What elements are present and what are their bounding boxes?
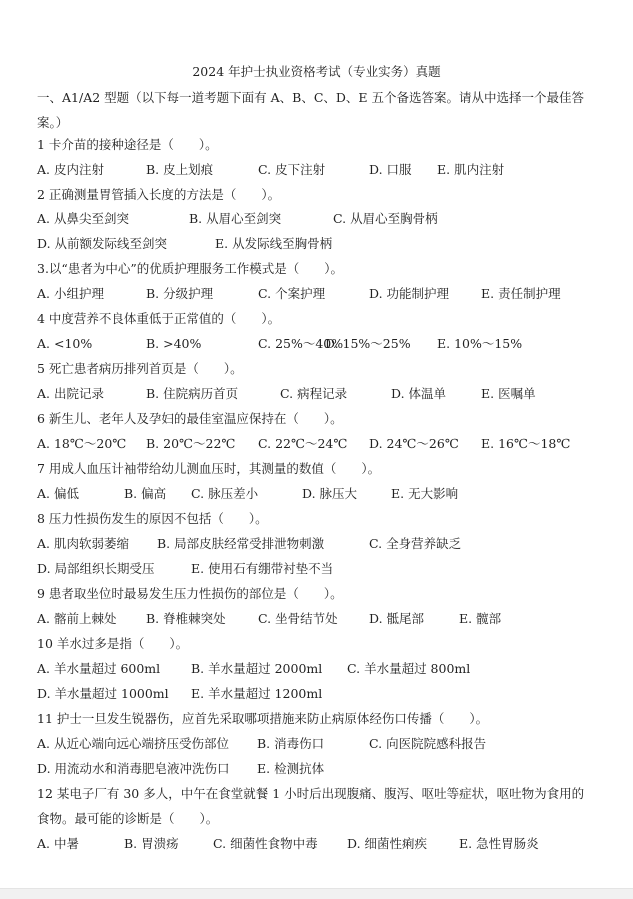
question-6-option-b: B. 20℃～22℃ bbox=[146, 436, 236, 451]
question-10-option-b: B. 羊水量超过 2000ml bbox=[191, 661, 323, 676]
question-3-option-d: D. 功能制护理 bbox=[369, 286, 450, 301]
section-header-line-2: 案。） bbox=[37, 115, 69, 130]
question-5-option-d: D. 体温单 bbox=[391, 386, 447, 401]
question-5-stem: 5 死亡患者病历排列首页是（ ）。 bbox=[37, 361, 243, 376]
question-9-stem: 9 患者取坐位时最易发生压力性损伤的部位是（ ）。 bbox=[37, 586, 343, 601]
question-9-option-a: A. 髂前上棘处 bbox=[37, 611, 117, 626]
question-8-option-c: C. 全身营养缺乏 bbox=[369, 536, 462, 551]
question-1-option-b: B. 皮上划痕 bbox=[146, 162, 214, 177]
question-10-stem: 10 羊水过多是指（ ）。 bbox=[37, 636, 189, 651]
question-1-option-e: E. 肌内注射 bbox=[437, 162, 505, 177]
question-2-option-a: A. 从鼻尖至剑突 bbox=[37, 211, 129, 226]
question-12-option-e: E. 急性胃肠炎 bbox=[459, 836, 539, 851]
question-3-option-b: B. 分级护理 bbox=[146, 286, 214, 301]
question-2-option-c: C. 从眉心至胸骨柄 bbox=[333, 211, 438, 226]
question-9-option-d: D. 骶尾部 bbox=[369, 611, 425, 626]
question-12-option-b: B. 胃溃疡 bbox=[124, 836, 179, 851]
question-11-option-b: B. 消毒伤口 bbox=[257, 736, 325, 751]
question-2-option-e: E. 从发际线至胸骨柄 bbox=[215, 236, 333, 251]
question-11-stem: 11 护士一旦发生锐器伤，应首先采取哪项措施来防止病原体经伤口传播（ ）。 bbox=[37, 711, 489, 726]
question-3-option-c: C. 个案护理 bbox=[258, 286, 326, 301]
question-3-option-a: A. 小组护理 bbox=[37, 286, 104, 301]
question-8-option-a: A. 肌肉软弱萎缩 bbox=[37, 536, 129, 551]
question-6-option-e: E. 16℃～18℃ bbox=[481, 436, 571, 451]
question-10-option-c: C. 羊水量超过 800ml bbox=[347, 661, 471, 676]
question-2-option-d: D. 从前额发际线至剑突 bbox=[37, 236, 168, 251]
question-9-option-b: B. 脊椎棘突处 bbox=[146, 611, 226, 626]
question-2-option-b: B. 从眉心至剑突 bbox=[189, 211, 282, 226]
question-2-stem: 2 正确测量胃管插入长度的方法是（ ）。 bbox=[37, 187, 281, 202]
question-9-option-c: C. 坐骨结节处 bbox=[258, 611, 338, 626]
question-7-stem: 7 用成人血压计袖带给幼儿测血压时，其测量的数值（ ）。 bbox=[37, 461, 381, 476]
question-4-option-c: C. 25%～40% bbox=[258, 336, 344, 351]
question-7-option-c: C. 脉压差小 bbox=[191, 486, 259, 501]
question-7-option-a: A. 偏低 bbox=[37, 486, 79, 501]
section-header-line-1: 一、A1/A2 型题（以下每一道考题下面有 A、B、C、D、E 五个备选答案。请从中选择一个最佳答 bbox=[37, 90, 585, 105]
question-5-option-b: B. 住院病历首页 bbox=[146, 386, 239, 401]
question-7-option-d: D. 脉压大 bbox=[302, 486, 358, 501]
question-7-option-b: B. 偏高 bbox=[124, 486, 167, 501]
question-4-option-e: E. 10%～15% bbox=[437, 336, 523, 351]
question-8-option-e: E. 使用石有绷带衬垫不当 bbox=[191, 561, 334, 576]
question-1-option-a: A. 皮内注射 bbox=[37, 162, 104, 177]
question-1-option-c: C. 皮下注射 bbox=[258, 162, 326, 177]
question-11-option-d: D. 用流动水和消毒肥皂液冲洗伤口 bbox=[37, 761, 230, 776]
question-8-option-b: B. 局部皮肤经常受排泄物刺激 bbox=[157, 536, 325, 551]
question-3-option-e: E. 责任制护理 bbox=[481, 286, 561, 301]
question-7-option-e: E. 无大影响 bbox=[391, 486, 459, 501]
question-10-option-e: E. 羊水量超过 1200ml bbox=[191, 686, 323, 701]
question-5-option-a: A. 出院记录 bbox=[37, 386, 104, 401]
question-12-option-a: A. 中暑 bbox=[37, 836, 79, 851]
question-8-stem: 8 压力性损伤发生的原因不包括（ ）。 bbox=[37, 511, 268, 526]
question-8-option-d: D. 局部组织长期受压 bbox=[37, 561, 155, 576]
page-bottom-edge bbox=[0, 888, 633, 899]
question-1-option-d: D. 口服 bbox=[369, 162, 412, 177]
question-4-option-a: A. <10% bbox=[37, 336, 93, 351]
question-5-option-c: C. 病程记录 bbox=[280, 386, 348, 401]
question-1-stem: 1 卡介苗的接种途径是（ ）。 bbox=[37, 137, 218, 152]
question-10-option-a: A. 羊水量超过 600ml bbox=[37, 661, 161, 676]
question-6-option-c: C. 22℃～24℃ bbox=[258, 436, 348, 451]
question-4-option-d: D. 15%～25% bbox=[325, 336, 411, 351]
question-6-option-d: D. 24℃～26℃ bbox=[369, 436, 459, 451]
page-title: 2024 年护士执业资格考试（专业实务）真题 bbox=[192, 64, 441, 79]
question-4-stem: 4 中度营养不良体重低于正常值的（ ）。 bbox=[37, 311, 281, 326]
question-5-option-e: E. 医嘱单 bbox=[481, 386, 536, 401]
question-4-option-b: B. >40% bbox=[146, 336, 202, 351]
question-9-option-e: E. 髋部 bbox=[459, 611, 502, 626]
question-12-option-c: C. 细菌性食物中毒 bbox=[213, 836, 318, 851]
question-12-stem-line-2: 食物。最可能的诊断是（ ）。 bbox=[37, 811, 219, 826]
question-6-option-a: A. 18℃～20℃ bbox=[37, 436, 127, 451]
question-11-option-a: A. 从近心端向远心端挤压受伤部位 bbox=[37, 736, 229, 751]
question-12-stem-line-1: 12 某电子厂有 30 多人，中午在食堂就餐 1 小时后出现腹痛、腹泻、呕吐等症状，呕吐物为食用的 bbox=[37, 786, 585, 801]
question-12-option-d: D. 细菌性痢疾 bbox=[347, 836, 428, 851]
question-10-option-d: D. 羊水量超过 1000ml bbox=[37, 686, 169, 701]
question-3-stem: 3.以“患者为中心”的优质护理服务工作模式是（ ）。 bbox=[37, 261, 343, 276]
question-11-option-e: E. 检测抗体 bbox=[257, 761, 325, 776]
question-11-option-c: C. 向医院院感科报告 bbox=[369, 736, 487, 751]
question-6-stem: 6 新生儿、老年人及孕妇的最佳室温应保持在（ ）。 bbox=[37, 411, 343, 426]
